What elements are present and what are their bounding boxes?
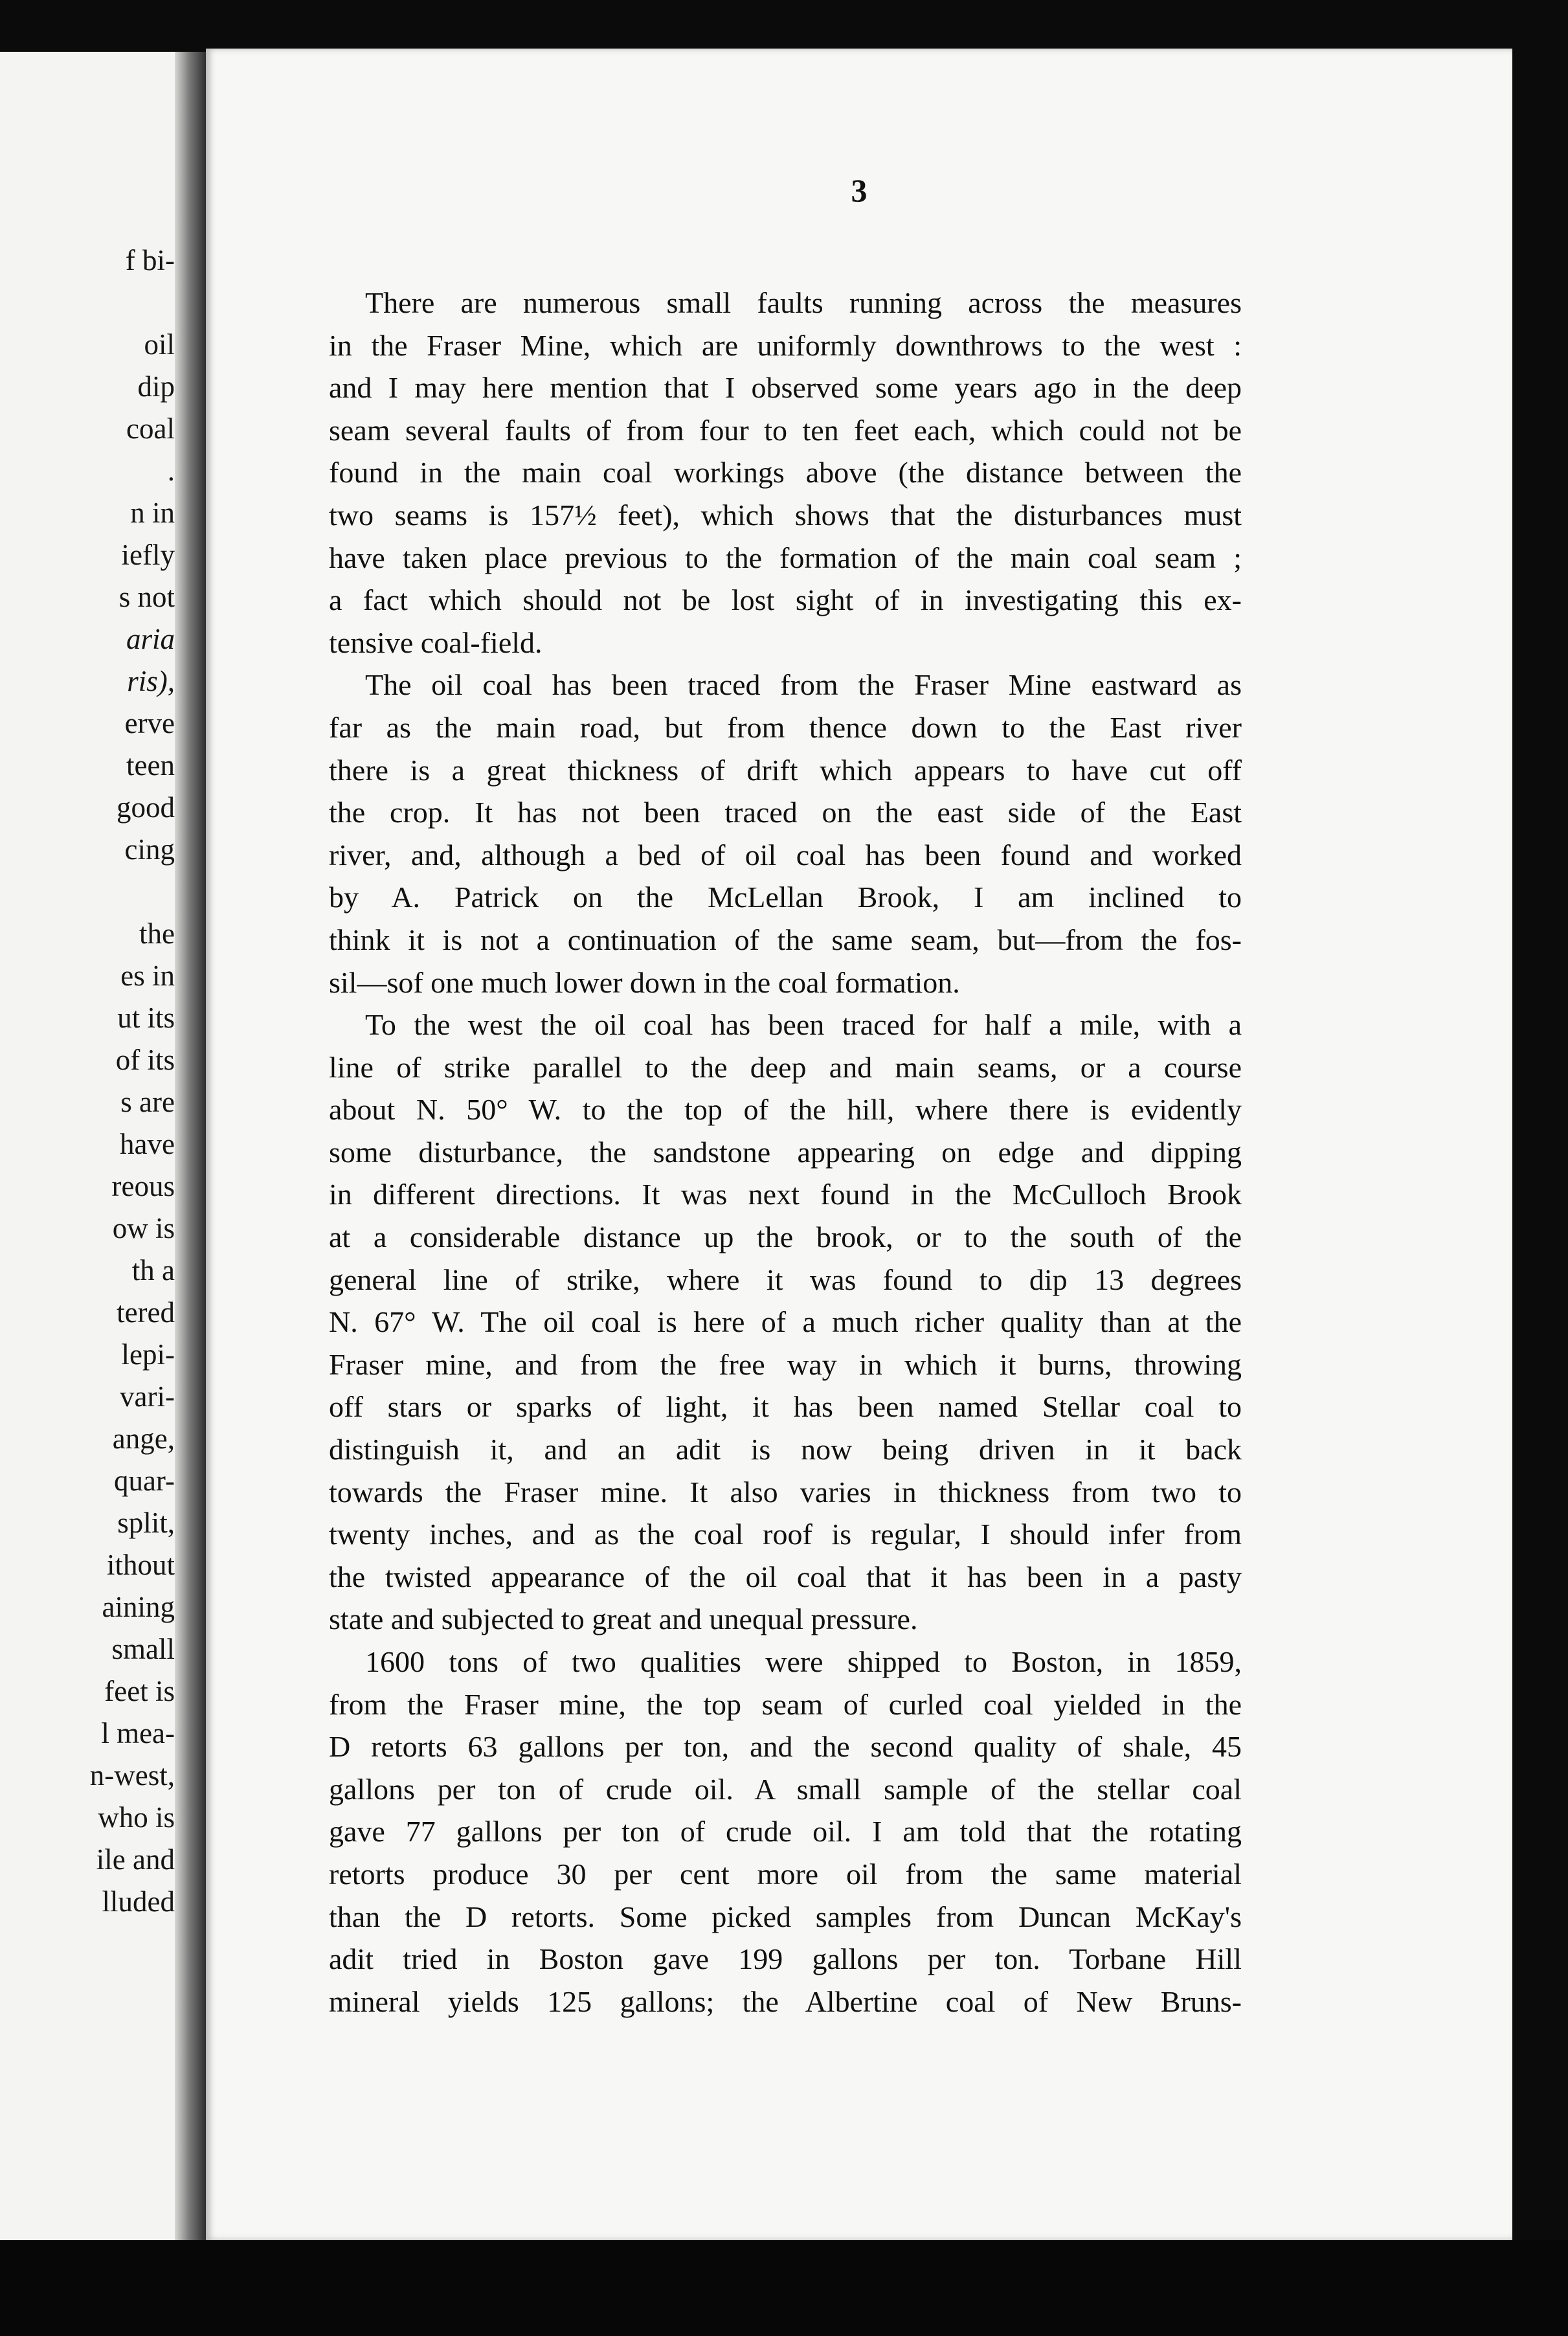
previous-page-line: quar- bbox=[113, 1465, 175, 1497]
previous-page bbox=[0, 52, 194, 2240]
previous-page-line: s not bbox=[118, 581, 175, 613]
previous-page-line: iefly bbox=[121, 539, 175, 571]
previous-page-line: oil bbox=[144, 328, 175, 361]
text-line: Fraser mine, and from the free way in which it burns, throwing bbox=[329, 1347, 1242, 1381]
text-line: in different directions. It was next found in the McCulloch Brook bbox=[329, 1178, 1242, 1211]
previous-page-line: good bbox=[117, 791, 175, 824]
text-line: sil—sof one much lower down in the coal formation. bbox=[329, 965, 960, 999]
text-line: seam several faults of from four to ten feet each, which could not be bbox=[329, 413, 1242, 447]
previous-page-line: f bi- bbox=[125, 244, 175, 276]
previous-page-line: who is bbox=[98, 1801, 175, 1834]
text-line: about N. 50° W. to the top of the hill, where there is evidently bbox=[329, 1093, 1242, 1127]
text-line: two seams is 157½ feet), which shows that the disturbances must bbox=[329, 498, 1242, 532]
text-line: some disturbance, the sandstone appearing on edge and dipping bbox=[329, 1135, 1242, 1169]
previous-page-line: vari- bbox=[120, 1380, 175, 1413]
text-line: towards the Fraser mine. It also varies in thickness from two to bbox=[329, 1475, 1242, 1509]
previous-page-line: tered bbox=[117, 1296, 175, 1329]
text-line: retorts produce 30 per cent more oil from the same material bbox=[329, 1857, 1242, 1891]
previous-page-line: reous bbox=[111, 1170, 175, 1202]
previous-page-line: es in bbox=[120, 960, 175, 992]
previous-page-line: aining bbox=[102, 1591, 175, 1623]
text-line: in the Fraser Mine, which are uniformly downthrows to the west : bbox=[329, 328, 1242, 362]
text-line: N. 67° W. The oil coal is here of a much richer quality than at the bbox=[329, 1305, 1242, 1339]
previous-page-line: n in bbox=[130, 497, 175, 529]
paragraph bbox=[329, 664, 1242, 1004]
previous-page-line: the bbox=[139, 917, 175, 950]
body-text bbox=[329, 282, 1242, 2023]
previous-page-text-fragments bbox=[0, 52, 175, 2240]
text-line: state and subjected to great and unequal pressure. bbox=[329, 1602, 918, 1636]
previous-page-line: s are bbox=[120, 1086, 175, 1118]
paragraph bbox=[329, 1004, 1242, 1641]
previous-page-line: lluded bbox=[102, 1885, 175, 1918]
text-line: gallons per ton of crude oil. A small sample of the stellar coal bbox=[329, 1772, 1242, 1806]
text-line: line of strike parallel to the deep and main seams, or a course bbox=[329, 1050, 1242, 1084]
previous-page-line: n-west, bbox=[89, 1759, 175, 1791]
text-line: 1600 tons of two qualities were shipped to Boston, in 1859, bbox=[365, 1645, 1242, 1678]
previous-page-line: ile and bbox=[96, 1843, 175, 1876]
previous-page-line: ow is bbox=[112, 1212, 175, 1244]
text-line: by A. Patrick on the McLellan Brook, I am inclined to bbox=[329, 881, 1242, 914]
text-line: at a considerable distance up the brook, or to the south of the bbox=[329, 1220, 1242, 1254]
text-line: river, and, although a bed of oil coal has been found and worked bbox=[329, 838, 1242, 871]
text-line: have taken place previous to the formation of the main coal seam ; bbox=[329, 541, 1242, 574]
previous-page-line: erve bbox=[124, 707, 175, 739]
text-line: than the D retorts. Some picked samples from Duncan McKay's bbox=[329, 1900, 1242, 1933]
previous-page-line: dip bbox=[137, 370, 175, 403]
text-line: from the Fraser mine, the top seam of curled coal yielded in the bbox=[329, 1687, 1242, 1721]
previous-page-line: small bbox=[111, 1633, 175, 1665]
previous-page-line: have bbox=[120, 1128, 175, 1160]
previous-page-line: ris), bbox=[127, 665, 175, 697]
previous-page-line: split, bbox=[117, 1507, 175, 1539]
previous-page-line: feet is bbox=[104, 1675, 175, 1707]
text-line: twenty inches, and as the coal roof is regular, I should infer from bbox=[329, 1518, 1242, 1551]
paragraph bbox=[329, 1641, 1242, 2023]
scan-bottom-border bbox=[0, 2240, 1568, 2336]
previous-page-line: lepi- bbox=[121, 1338, 175, 1371]
text-line: a fact which should not be lost sight of in investigating this ex- bbox=[329, 583, 1242, 617]
text-line: adit tried in Boston gave 199 gallons per ton. Torbane Hill bbox=[329, 1942, 1242, 1976]
text-line: D retorts 63 gallons per ton, and the second quality of shale, 45 bbox=[329, 1730, 1242, 1764]
text-line: and I may here mention that I observed some years ago in the deep bbox=[329, 371, 1242, 405]
previous-page-line: ithout bbox=[106, 1549, 175, 1581]
text-line: far as the main road, but from thence down to the East river bbox=[329, 710, 1242, 744]
text-line: off stars or sparks of light, it has been named Stellar coal to bbox=[329, 1390, 1242, 1424]
text-line: the crop. It has not been traced on the east side of the East bbox=[329, 796, 1242, 829]
text-line: general line of strike, where it was found to dip 13 degrees bbox=[329, 1263, 1242, 1296]
text-line: distinguish it, and an adit is now being driven in it back bbox=[329, 1433, 1242, 1466]
previous-page-line: coal bbox=[126, 412, 175, 445]
text-line: the twisted appearance of the oil coal that it has been in a pasty bbox=[329, 1560, 1242, 1593]
text-line: mineral yields 125 gallons; the Albertine coal of New Bruns- bbox=[329, 1984, 1242, 2018]
text-line: think it is not a continuation of the same seam, but—from the fos- bbox=[329, 923, 1242, 956]
previous-page-line: th a bbox=[131, 1254, 175, 1286]
previous-page-line: ange, bbox=[112, 1422, 175, 1455]
text-line: There are numerous small faults running across the measures bbox=[365, 286, 1242, 319]
previous-page-line: cing bbox=[124, 833, 175, 866]
text-line: tensive coal-field. bbox=[329, 625, 543, 659]
text-line: To the west the oil coal has been traced for half a mile, with a bbox=[365, 1008, 1242, 1042]
previous-page-line: aria bbox=[126, 623, 175, 655]
text-line: gave 77 gallons per ton of crude oil. I am told that the rotating bbox=[329, 1815, 1242, 1848]
previous-page-line: ut its bbox=[117, 1002, 175, 1034]
previous-page-line: l mea- bbox=[101, 1717, 175, 1749]
current-page bbox=[206, 49, 1512, 2240]
previous-page-line: teen bbox=[126, 749, 175, 781]
previous-page-line: of its bbox=[115, 1044, 175, 1076]
paragraph bbox=[329, 282, 1242, 664]
text-line: found in the main coal workings above (the distance between the bbox=[329, 456, 1242, 489]
text-line: there is a great thickness of drift which appears to have cut off bbox=[329, 753, 1242, 787]
page-number: 3 bbox=[851, 172, 868, 208]
previous-page-line: . bbox=[167, 455, 175, 487]
text-line: The oil coal has been traced from the Fraser Mine eastward as bbox=[365, 668, 1242, 702]
